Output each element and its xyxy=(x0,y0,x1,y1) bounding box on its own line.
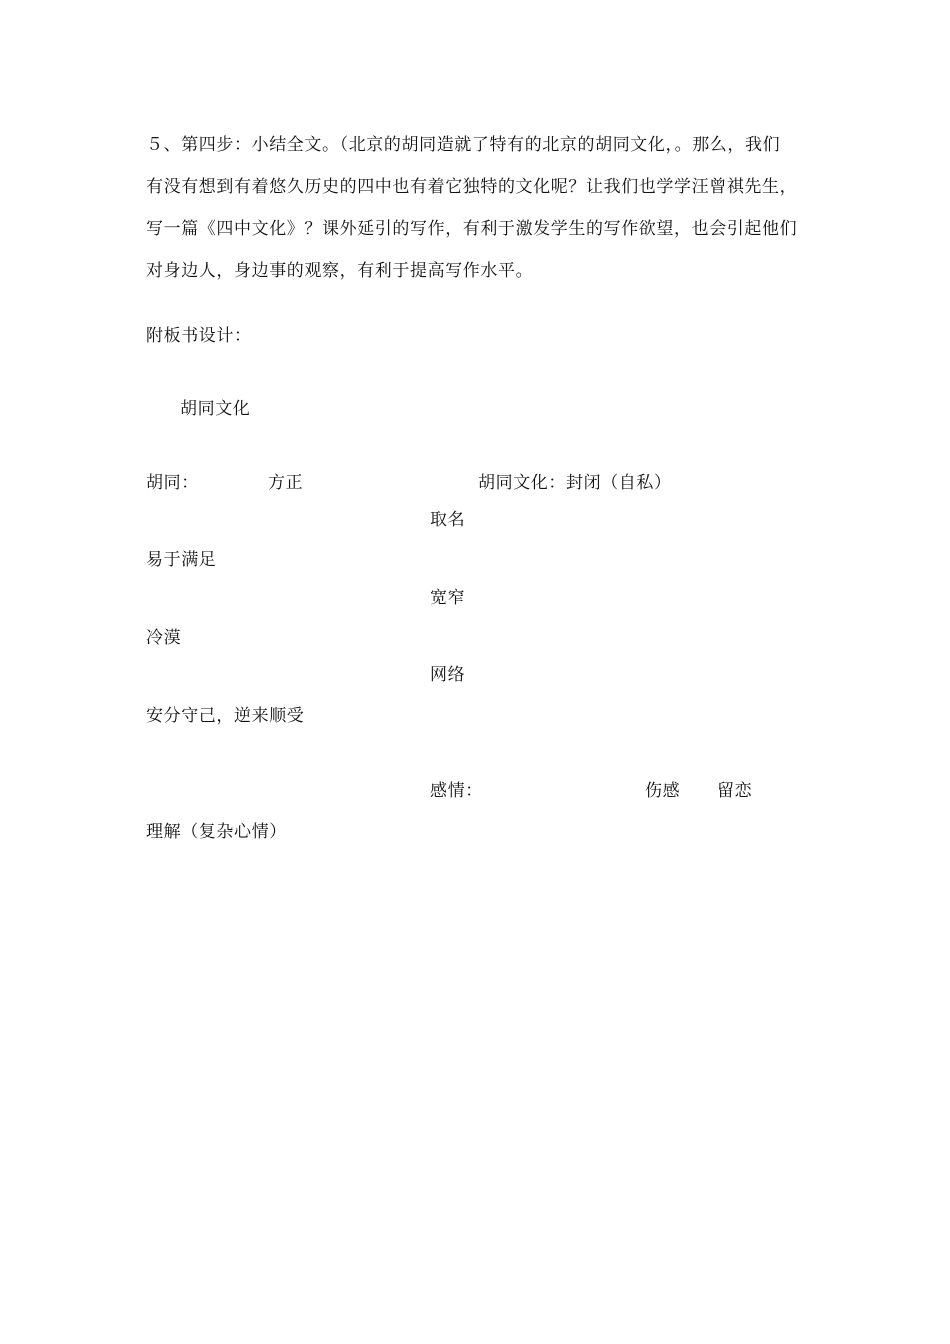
board-design-heading: 附板书设计： xyxy=(146,326,252,346)
yiyu-manzu-text: 易于满足 xyxy=(146,550,217,570)
step-five-paragraph xyxy=(146,124,811,292)
kuanzhai-text: 宽窄 xyxy=(430,588,466,608)
shanggan-text: 伤感 xyxy=(645,781,681,801)
paragraph-line: 写一篇《四中文化》？课外延引的写作，有利于激发学生的写作欲望，也会引起他们 xyxy=(146,219,798,239)
lijie-text: 理解（复杂心情） xyxy=(146,822,287,842)
lengmo-text: 冷漠 xyxy=(146,628,182,648)
paragraph-line: ５、第四步：小结全文。（北京的胡同造就了特有的北京的胡同文化，。那么，我们 xyxy=(146,135,781,155)
hutong-culture-label: 胡同文化：封闭（自私） xyxy=(478,473,672,493)
hutong-label: 胡同： xyxy=(146,473,199,493)
liulian-text: 留恋 xyxy=(717,781,753,801)
paragraph-line: 对身边人，身边事的观察，有利于提高写作水平。 xyxy=(146,261,534,281)
fangzheng-text: 方正 xyxy=(268,473,304,493)
ganqing-label: 感情： xyxy=(430,781,483,801)
quming-text: 取名 xyxy=(430,510,466,530)
paragraph-line: 有没有想到有着悠久历史的四中也有着它独特的文化呢？让我们也学学汪曾祺先生， xyxy=(146,177,798,197)
wangluo-text: 网络 xyxy=(430,665,466,685)
anfen-text: 安分守己，逆来顺受 xyxy=(146,706,305,726)
board-title: 胡同文化 xyxy=(180,399,251,419)
